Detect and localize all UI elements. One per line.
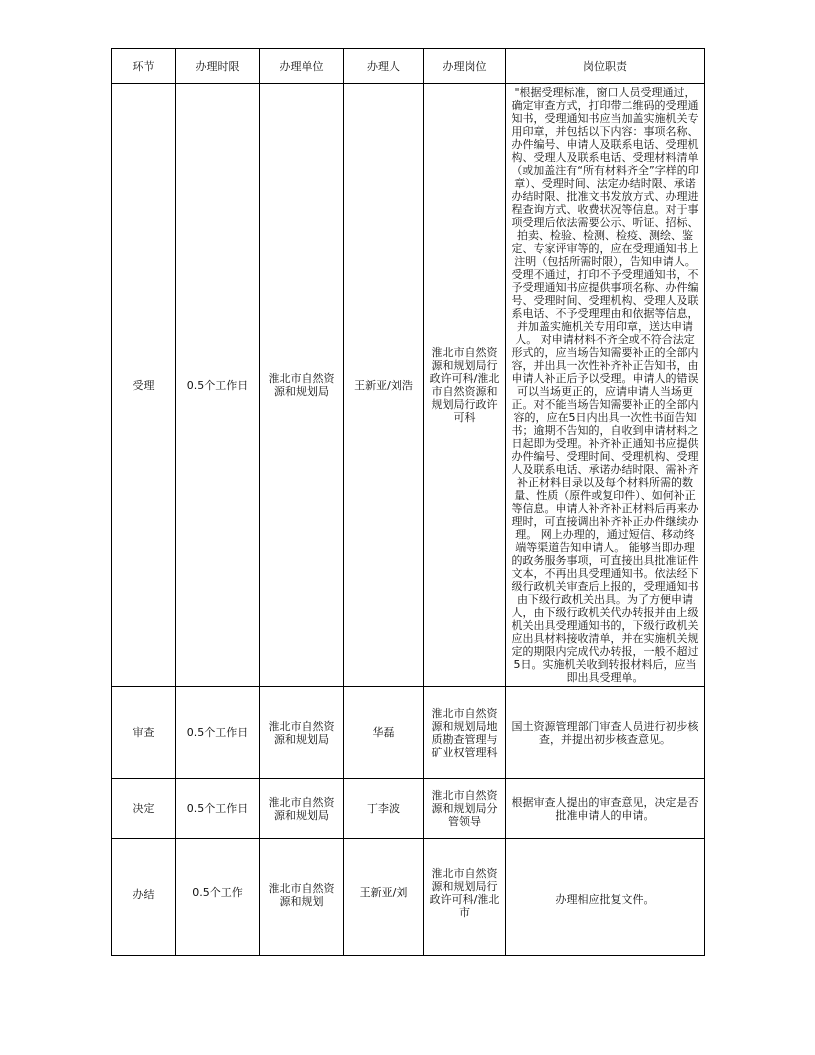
header-duty: 岗位职责 — [506, 49, 705, 84]
cell-duty: 国土资源管理部门审查人员进行初步核查，并提出初步核查意见。 — [506, 687, 705, 779]
cell-unit-text: 淮北市自然资源和规划 — [268, 882, 335, 908]
cell-handler: 王新亚/刘浩 — [344, 84, 424, 687]
header-unit: 办理单位 — [260, 49, 344, 84]
cell-unit: 淮北市自然资源和规划局 — [260, 84, 344, 687]
cell-stage: 审查 — [112, 687, 176, 779]
cell-duty — [506, 839, 705, 956]
cell-time-limit: 0.5个工作日 — [176, 687, 260, 779]
cell-unit — [260, 839, 344, 956]
cell-stage: 决定 — [112, 779, 176, 839]
duty-text: "根据受理标准，窗口人员受理通过，确定审查方式，打印带二维码的受理通知书，受理通知书应当加盖实施机关专用印章，并包括以下内容：事项名称、办件编号、申请人及联系电话、受理机构、受理人及联系电话、受理材料清单（或加盖注有“所有材料齐全”字样的印章）、受理时间、法定办结时限、承诺办结时限、批准文书发放方式、办理进程查询方式、收费状况等信息。对于事项受理后依法需要公示、听证、招标、拍卖、检验、检测、检疫、测绘、鉴定、专家评审等的，应在受理通知书上注明（包括所需时限），告知申请人。 受理不通过，打印不予受理通知书，不予受理通知书应提供事项名称、办件编号、受理时间、受理机构、受理人及联系电话、不予受理理由和依据等信息，并加盖实施机关专用印章，送达申请人。 对申请材料不齐全或不符合法定形式的，应当场告知需要补正的全部内容，并出具一次性补齐补正告知书，由申请人补正后予以受理。申请人的错误可以当场更正的，应请申请人当场更正。对不能当场告知需要补正的全部内容的，应在5日内出具一次性书面告知书；逾期不告知的，自收到申请材料之日起即为受理。补齐补正通知书应提供办件编号、受理时间、受理机构、受理人及联系电话、承诺办结时限、需补齐补正材料目录以及每个材料所需的数量、性质（原件或复印件）、如何补正等信息。申请人补齐补正材料后再来办理时，可直接调出补齐补正办件继续办理。 网上办理的，通过短信、移动终端等渠道告知申请人。 能够当即办理的政务服务事项，可直接出具批准证件文本，不再出具受理通知书。依法经下级行政机关审查后上报的，受理通知书由下级行政机关出具。为了方便申请人，由下级行政机关代办转报并由上级机关出具受理通知书的，下级行政机关应出具材料接收清单，并在实施机关规定的期限内完成代办转报，一般不超过5日。实施机关收到转报材料后，应当即出具受理单。 — [511, 86, 699, 684]
table-row — [112, 84, 705, 687]
cell-handler — [344, 839, 424, 956]
cell-handler: 华磊 — [344, 687, 424, 779]
cell-duty-text: 办理相应批复文件。 — [555, 893, 655, 906]
header-stage: 环节 — [112, 49, 176, 84]
cell-handler-text: 王新亚/刘 — [359, 886, 408, 899]
header-time-limit: 办理时限 — [176, 49, 260, 84]
cell-post — [424, 839, 506, 956]
cell-time-limit-text: 0.5个工作 — [192, 886, 243, 899]
cell-time-limit: 0.5个工作日 — [176, 779, 260, 839]
cell-time-limit — [176, 839, 260, 956]
table-header-row — [112, 49, 705, 84]
cell-post-text: 淮北市自然资源和规划局行政许可科/淮北市 — [429, 867, 500, 919]
cell-stage-text: 办结 — [132, 888, 155, 901]
cell-unit: 淮北市自然资源和规划局 — [260, 779, 344, 839]
header-handler: 办理人 — [344, 49, 424, 84]
cell-duty: 根据审查人提出的审查意见，决定是否批准申请人的申请。 — [506, 779, 705, 839]
cell-post: 淮北市自然资源和规划局分管领导 — [424, 779, 506, 839]
cell-time-limit: 0.5个工作日 — [176, 84, 260, 687]
cell-post: 淮北市自然资源和规划局地质勘查管理与矿业权管理科 — [424, 687, 506, 779]
header-post: 办理岗位 — [424, 49, 506, 84]
cell-duty — [506, 84, 705, 687]
table-row — [112, 839, 705, 956]
cell-post: 淮北市自然资源和规划局行政许可科/淮北市自然资源和规划局行政许可科 — [424, 84, 506, 687]
approval-process-table — [111, 48, 705, 956]
cell-handler: 丁李波 — [344, 779, 424, 839]
table-row — [112, 779, 705, 839]
cell-unit: 淮北市自然资源和规划局 — [260, 687, 344, 779]
cell-stage: 受理 — [112, 84, 176, 687]
cell-stage — [112, 839, 176, 956]
table-row — [112, 687, 705, 779]
